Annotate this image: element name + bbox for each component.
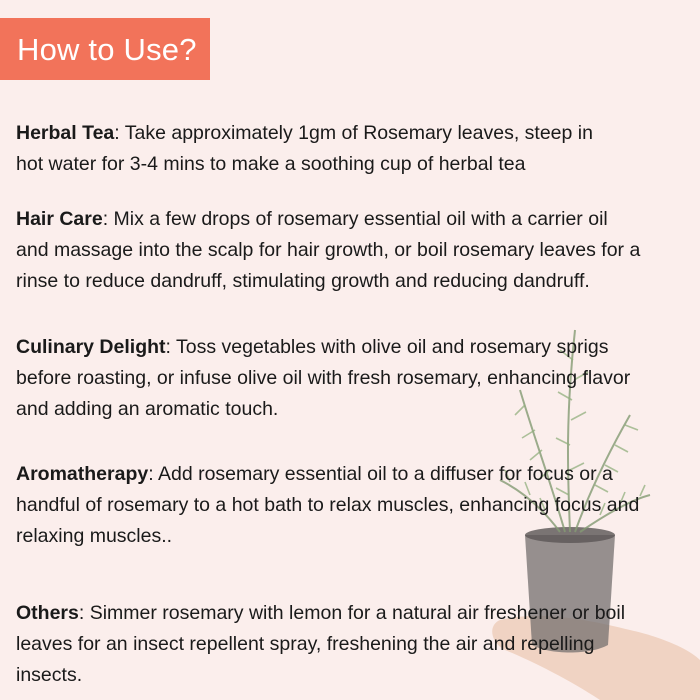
section-line	[16, 598, 696, 629]
section-title: Herbal Tea	[16, 122, 115, 144]
section-line	[16, 459, 696, 490]
section-line: handful of rosemary to a hot bath to relax muscles, enhancing focus and	[16, 494, 640, 516]
section-line: before roasting, or infuse olive oil with fresh rosemary, enhancing flavor	[16, 367, 631, 389]
section-line: relaxing muscles..	[16, 525, 173, 547]
section-culinary-delight	[16, 332, 696, 425]
section-hair-care	[16, 204, 696, 297]
section-text: : Toss vegetables with olive oil and rosemary sprigs	[165, 336, 609, 358]
section-text: : Add rosemary essential oil to a diffuser for focus or a	[148, 463, 613, 485]
section-herbal-tea	[16, 118, 696, 180]
section-title: Hair Care	[16, 208, 103, 230]
section-line: insects.	[16, 664, 83, 686]
title-banner	[0, 18, 210, 80]
page-title: How to Use?	[17, 31, 197, 67]
section-others	[16, 598, 696, 691]
section-line	[16, 332, 696, 363]
section-line: leaves for an insect repellent spray, freshening the air and repelling	[16, 633, 595, 655]
section-line: and massage into the scalp for hair growth, or boil rosemary leaves for a	[16, 239, 641, 261]
section-line: and adding an aromatic touch.	[16, 398, 279, 420]
section-text: : Mix a few drops of rosemary essential oil with a carrier oil	[102, 208, 608, 230]
section-text: : Take approximately 1gm of Rosemary leaves, steep in	[114, 122, 593, 144]
section-text: : Simmer rosemary with lemon for a natural air freshener or boil	[78, 602, 626, 624]
section-aromatherapy	[16, 459, 696, 552]
section-title: Culinary Delight	[16, 336, 166, 358]
section-title: Aromatherapy	[16, 463, 149, 485]
section-line: hot water for 3-4 mins to make a soothing cup of herbal tea	[16, 153, 526, 175]
section-line: rinse to reduce dandruff, stimulating growth and reducing dandruff.	[16, 270, 590, 292]
section-line	[16, 118, 696, 149]
section-line	[16, 204, 696, 235]
section-title: Others	[16, 602, 79, 624]
